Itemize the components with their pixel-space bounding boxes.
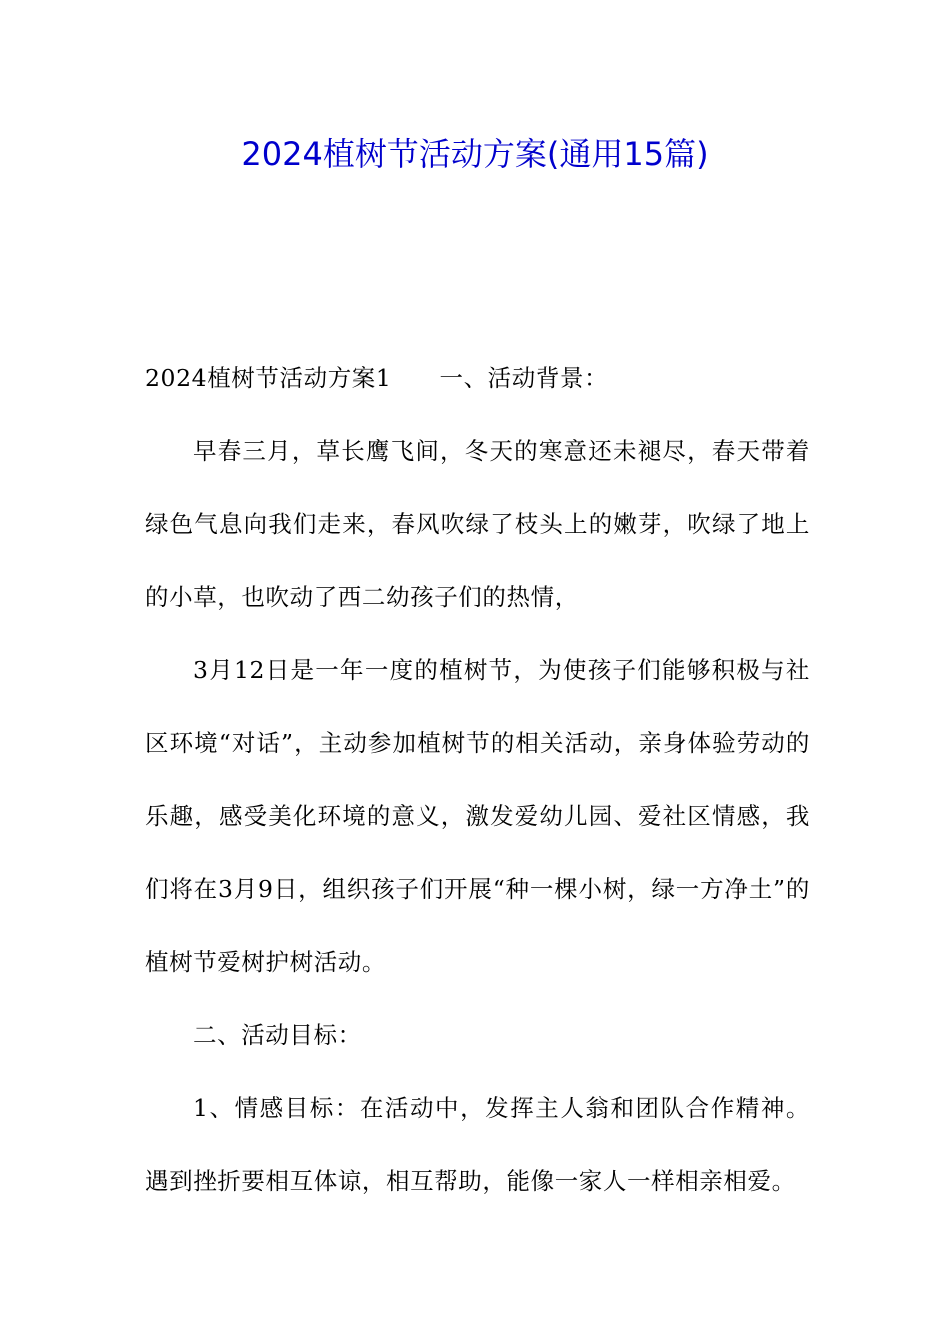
- section-title: 2024植树节活动方案1: [145, 364, 392, 392]
- paragraph-background: 早春三月，草长鹰飞间，冬天的寒意还未褪尽，春天带着绿色气息向我们走来，春风吹绿了枝头上的嫩芽，吹绿了地上的小草，也吹动了西二幼孩子们的热情，: [145, 437, 810, 611]
- paragraph-arbor-day: 3月12日是一年一度的植树节，为使孩子们能够积极与社区环境“对话”，主动参加植树节的相关活动，亲身体验劳动的乐趣，感受美化环境的意义，激发爱幼儿园、爱社区情感，我们将在3月9日，组织孩子们开展“种一棵小树，绿一方净土”的植树节爱树护树活动。: [145, 656, 810, 976]
- heading-goals: 二、活动目标：: [193, 1021, 362, 1049]
- document-title: 2024植树节活动方案(通用15篇): [241, 135, 709, 173]
- paragraph-emotional-goal: 1、情感目标：在活动中，发挥主人翁和团队合作精神。遇到挫折要相互体谅，相互帮助，能像一家人一样相亲相爱。: [145, 1094, 810, 1195]
- document-body: [145, 342, 810, 1218]
- heading-line: [145, 342, 810, 415]
- first-heading: 一、活动背景：: [439, 364, 609, 392]
